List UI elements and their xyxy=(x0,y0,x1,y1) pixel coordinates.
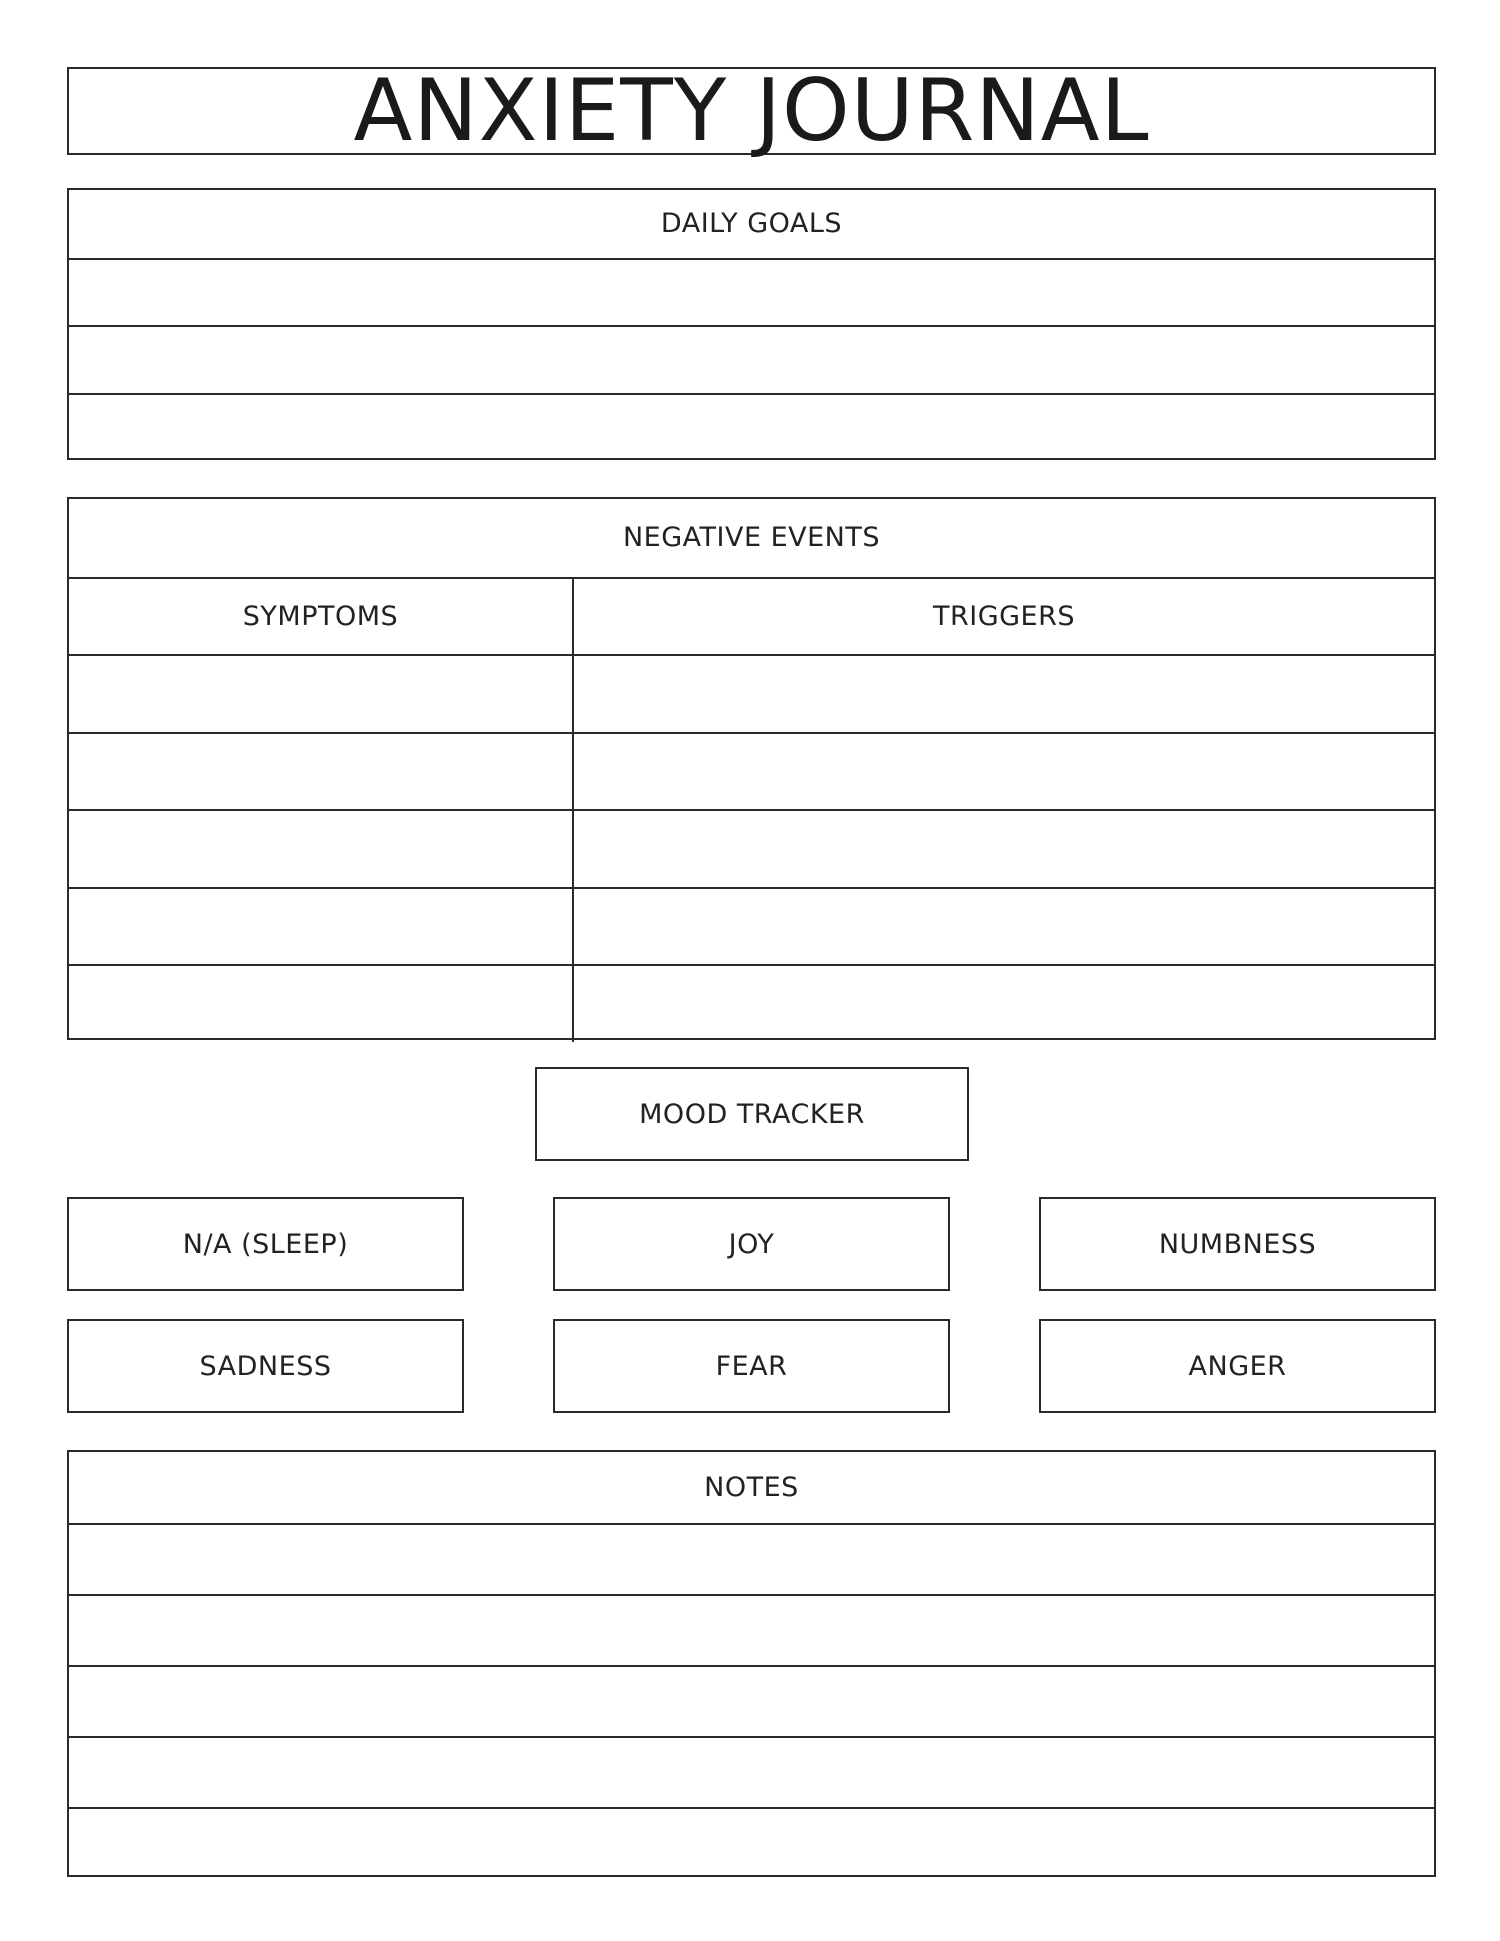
note-line[interactable] xyxy=(69,1594,1434,1665)
daily-goal-line[interactable] xyxy=(69,393,1434,461)
table-row xyxy=(69,732,1434,810)
trigger-cell[interactable] xyxy=(574,656,1434,732)
negative-events-table xyxy=(67,497,1436,1040)
note-line[interactable] xyxy=(69,1807,1434,1878)
symptom-cell[interactable] xyxy=(69,811,574,887)
daily-goals-header: DAILY GOALS xyxy=(660,208,843,240)
mood-option-sadness[interactable] xyxy=(67,1319,464,1413)
table-row xyxy=(69,809,1434,887)
symptoms-column-header: SYMPTOMS xyxy=(242,600,399,632)
daily-goals-header-row xyxy=(69,190,1434,258)
mood-option-label: FEAR xyxy=(715,1350,788,1382)
symptoms-column-header-cell xyxy=(69,579,574,655)
note-line[interactable] xyxy=(69,1665,1434,1736)
mood-option-label: SADNESS xyxy=(199,1350,332,1382)
title-box xyxy=(67,61,1436,161)
negative-events-header: NEGATIVE EVENTS xyxy=(622,522,881,554)
mood-tracker-header-box xyxy=(535,1067,969,1161)
trigger-cell[interactable] xyxy=(574,811,1434,887)
table-row xyxy=(69,887,1434,965)
mood-option-numbness[interactable] xyxy=(1039,1197,1436,1291)
note-line[interactable] xyxy=(69,1736,1434,1807)
negative-events-header-row xyxy=(69,499,1434,577)
note-line[interactable] xyxy=(69,1523,1434,1594)
table-row xyxy=(69,964,1434,1042)
triggers-column-header-cell xyxy=(574,579,1434,655)
mood-option-fear[interactable] xyxy=(553,1319,950,1413)
trigger-cell[interactable] xyxy=(574,966,1434,1042)
notes-header-row xyxy=(69,1452,1434,1523)
trigger-cell[interactable] xyxy=(574,734,1434,810)
mood-option-label: JOY xyxy=(728,1228,775,1260)
mood-option-sleep[interactable] xyxy=(67,1197,464,1291)
trigger-cell[interactable] xyxy=(574,889,1434,965)
daily-goals-table xyxy=(67,188,1436,460)
page-title: ANXIETY JOURNAL xyxy=(353,61,1150,161)
symptom-cell[interactable] xyxy=(69,889,574,965)
symptom-cell[interactable] xyxy=(69,656,574,732)
mood-option-anger[interactable] xyxy=(1039,1319,1436,1413)
mood-option-label: ANGER xyxy=(1188,1350,1287,1382)
symptom-cell[interactable] xyxy=(69,966,574,1042)
symptom-cell[interactable] xyxy=(69,734,574,810)
mood-option-label: NUMBNESS xyxy=(1158,1228,1317,1260)
mood-tracker-header: MOOD TRACKER xyxy=(639,1098,865,1130)
notes-header: NOTES xyxy=(704,1472,799,1503)
negative-events-column-headers xyxy=(69,577,1434,655)
daily-goal-line[interactable] xyxy=(69,258,1434,326)
table-row xyxy=(69,654,1434,732)
daily-goal-line[interactable] xyxy=(69,325,1434,393)
triggers-column-header: TRIGGERS xyxy=(932,600,1076,632)
mood-option-joy[interactable] xyxy=(553,1197,950,1291)
mood-option-label: N/A (SLEEP) xyxy=(182,1228,349,1260)
notes-table xyxy=(67,1450,1436,1877)
